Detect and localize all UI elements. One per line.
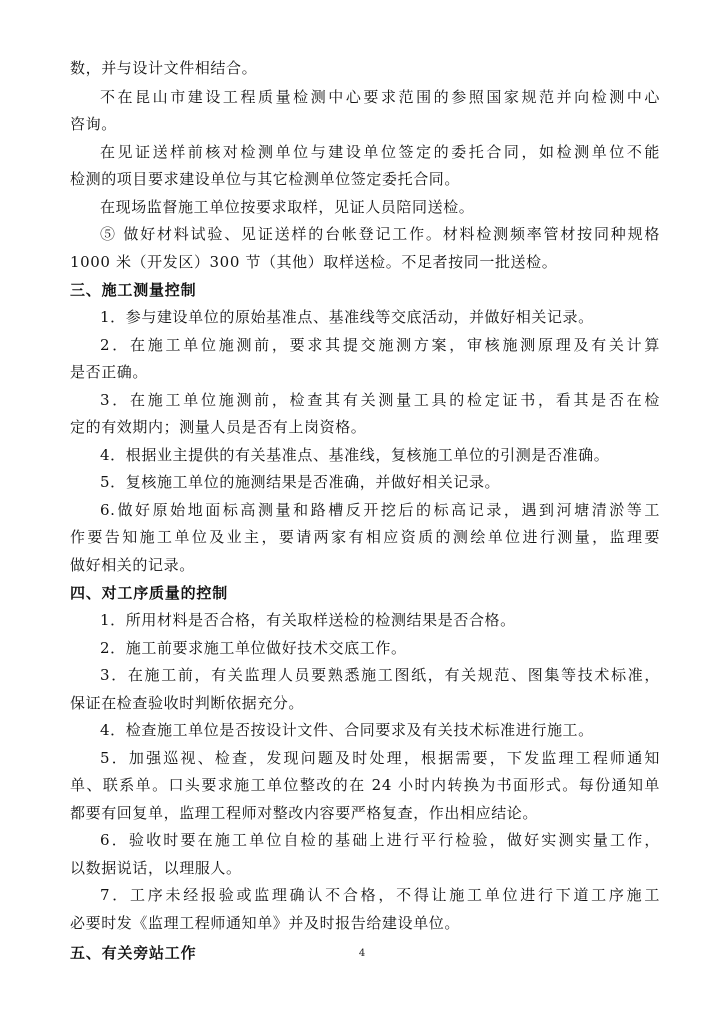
text-line: 定的有效期内；测量人员是否有上岗资格。 [70, 418, 367, 436]
text-line: 3．在施工前，有关监理人员要熟悉施工图纸，有关规范、图集等技术标准， [100, 666, 660, 684]
text-line: 都要有回复单，监理工程师对整改内容要严格复查，作出相应结论。 [70, 804, 539, 822]
text-line: 4．检查施工单位是否按设计文件、合同要求及有关技术标准进行施工。 [100, 721, 594, 739]
text-line: 7．工序未经报验或监理确认不合格，不得让施工单位进行下道工序施工 [100, 886, 660, 904]
text-line: 1．参与建设单位的原始基准点、基准线等交底活动，并做好相关记录。 [100, 308, 594, 326]
text-line: 数，并与设计文件相结合。 [70, 59, 258, 77]
text-line: 做好相关的记录。 [70, 556, 195, 574]
text-line: 4．根据业主提供的有关基准点、基准线，复核施工单位的引测是否准确。 [100, 446, 610, 464]
section-heading: 五、有关旁站工作 [70, 944, 197, 962]
section-heading: 四、对工序质量的控制 [70, 584, 229, 602]
text-line: 不在昆山市建设工程质量检测中心要求范围的参照国家规范并向检测中心 [100, 88, 660, 106]
text-line: 是否正确。 [70, 363, 149, 381]
text-line: 1．所用材料是否合格，有关取样送检的检测结果是否合格。 [100, 611, 516, 629]
text-line: 6．验收时要在施工单位自检的基础上进行平行检验，做好实测实量工作， [100, 831, 660, 849]
text-line: 咨询。 [70, 115, 117, 133]
text-line: 在现场监督施工单位按要求取样，见证人员陪同送检。 [100, 198, 475, 216]
text-line: ⑤ 做好材料试验、见证送样的台帐登记工作。材料检测频率管材按同种规格 [100, 225, 660, 243]
text-line: 在见证送样前核对检测单位与建设单位签定的委托合同，如检测单位不能 [100, 143, 660, 161]
text-line: 单、联系单。口头要求施工单位整改的在 24 小时内转换为书面形式。每份通知单 [70, 776, 660, 794]
text-line: 作要告知施工单位及业主，要请两家有相应资质的测绘单位进行测量，监理要 [70, 528, 660, 546]
text-line: 3．在施工单位施测前，检查其有关测量工具的检定证书，看其是否在检 [100, 391, 660, 409]
text-line: 2．施工前要求施工单位做好技术交底工作。 [100, 639, 407, 657]
text-line: 5．加强巡视、检查，发现问题及时处理，根据需要，下发监理工程师通知 [100, 749, 660, 767]
text-line: 1000 米（开发区）300 节（其他）取样送检。不足者按同一批送检。 [70, 253, 558, 271]
text-line: 5．复核施工单位的施测结果是否准确，并做好相关记录。 [100, 473, 501, 491]
text-line: 必要时发《监理工程师通知单》并及时报告给建设单位。 [70, 914, 461, 932]
section-heading: 三、施工测量控制 [70, 281, 197, 299]
page-number: 4 [358, 948, 366, 959]
text-line: 6.做好原始地面标高测量和路槽反开挖后的标高记录，遇到河塘清淤等工 [100, 501, 660, 519]
text-line: 检测的项目要求建设单位与其它检测单位签定委托合同。 [70, 170, 461, 188]
text-line: 保证在检查验收时判断依据充分。 [70, 694, 305, 712]
text-line: 2．在施工单位施测前，要求其提交施测方案，审核施测原理及有关计算 [100, 336, 660, 354]
text-line: 以数据说话，以理服人。 [70, 859, 242, 877]
